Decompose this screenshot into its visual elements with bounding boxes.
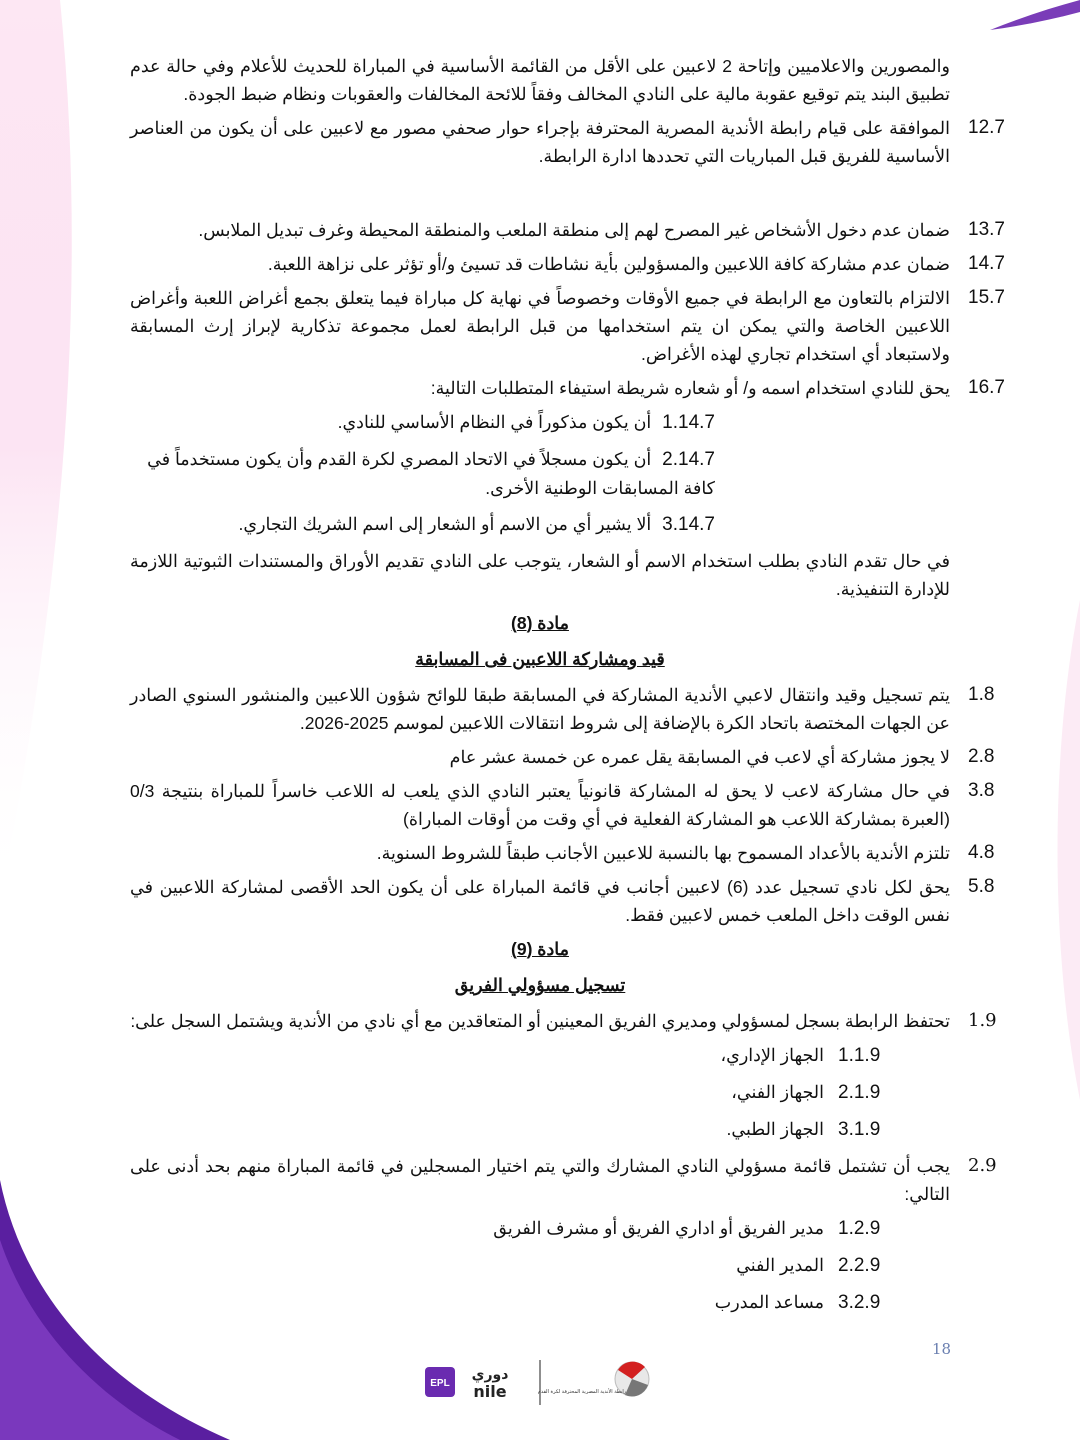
association-logo bbox=[538, 1362, 649, 1397]
subclause-text: أن يكون مذكوراً في النظام الأساسي للنادي. bbox=[337, 412, 652, 432]
clause bbox=[130, 873, 995, 929]
clause-number: 16.7 bbox=[968, 377, 1005, 398]
clause-number: 4.8 bbox=[968, 842, 995, 863]
clause-number: 15.7 bbox=[968, 287, 1005, 308]
clause-number: 3.8 bbox=[968, 780, 995, 801]
clause-text: يتم تسجيل وقيد وانتقال لاعبي الأندية المشاركة في المسابقة طبقا للوائح شؤون اللاعبين والمنشور السنوي الصادر عن الجهات المختصة باتحاد الكرة بالإضافة إلى شروط انتقالات اللاعبين لموسم 2025-2026. bbox=[130, 685, 950, 733]
subclause bbox=[130, 1288, 884, 1317]
subclause-3-14-7 bbox=[130, 510, 950, 539]
clause-number: 2.8 bbox=[968, 746, 995, 767]
clause bbox=[130, 839, 995, 867]
clause-text: مدير الفريق أو اداري الفريق أو مشرف الفريق bbox=[493, 1218, 824, 1238]
subclause bbox=[130, 1214, 884, 1243]
league-badge: EPL bbox=[430, 1378, 450, 1389]
clause-text: في حال مشاركة لاعب لا يحق له المشاركة قانونياً يعتبر النادي الذي يلعب له اللاعب خاسراً للمباراة بنتيجة 0/3 (العبرة بمشاركة اللاعب هو المشاركة الفعلية في أي وقت من أوقات المباراة) bbox=[130, 781, 950, 829]
clause-16-7 bbox=[130, 374, 1005, 402]
clause-number: 2.1.9 bbox=[838, 1082, 881, 1103]
clause-text: يجب أن تشتمل قائمة مسؤولي النادي المشارك والتي يتم اختيار المسجلين في قائمة المباراة منهم بحد أدنى على التالي: bbox=[130, 1156, 950, 1204]
clause-15-7 bbox=[130, 284, 1005, 368]
clause-number: 2.9 bbox=[968, 1155, 997, 1176]
page-number: 18 bbox=[932, 1340, 952, 1358]
clause-text: يحق لكل نادي تسجيل عدد (6) لاعبين أجانب في قائمة المباراة على أن يكون الحد الأقصى لمشاركة اللاعبين في نفس الوقت داخل الملعب خمس لاعبين فقط. bbox=[130, 877, 950, 925]
clause-number: 2.2.9 bbox=[838, 1255, 881, 1276]
clause bbox=[130, 681, 995, 737]
clause-text: ضمان عدم دخول الأشخاص غير المصرح لهم إلى منطقة الملعب والمنطقة المحيطة وغرف تبديل الملابس. bbox=[198, 220, 950, 240]
subclause-number: 2.14.7 bbox=[662, 449, 715, 470]
clause-text: الموافقة على قيام رابطة الأندية المصرية المحترفة بإجراء حوار صحفي مصور مع لاعبين على أن يكون من العناصر الأساسية للفريق قبل المباريات التي تحددها ادارة الرابطة. bbox=[130, 118, 950, 166]
clause-text: الجهاز الإداري، bbox=[720, 1045, 824, 1065]
background-shape-left-pink bbox=[0, 0, 120, 1440]
article-8-title: مادة (8) bbox=[511, 613, 569, 633]
subclause-text: ألا يشير أي من الاسم أو الشعار إلى اسم الشريك التجاري. bbox=[238, 514, 652, 534]
article-9-title: مادة (9) bbox=[511, 939, 569, 959]
clause-number: 1.2.9 bbox=[838, 1218, 881, 1239]
subclause-number: 3.14.7 bbox=[662, 514, 715, 535]
closing-paragraph: في حال تقدم النادي بطلب استخدام الاسم أو الشعار، يتوجب على النادي تقديم الأوراق والمستندات الثبوتية اللازمة للإدارة التنفيذية. bbox=[130, 551, 950, 599]
clause-text: تحتفظ الرابطة بسجل لمسؤولي ومديري الفريق المعينين أو المتعاقدين مع أي نادي من الأندية ويشتمل السجل على: bbox=[130, 1011, 950, 1031]
clause-number: 12.7 bbox=[968, 117, 1005, 138]
subclause bbox=[130, 1115, 884, 1144]
clause-2-9 bbox=[130, 1152, 997, 1208]
subclause bbox=[130, 1041, 884, 1070]
article-9-subtitle: تسجيل مسؤولي الفريق bbox=[454, 975, 626, 995]
league-logo-ar: دوري bbox=[471, 1367, 509, 1383]
clause-number: 1.9 bbox=[968, 1010, 997, 1031]
subclause bbox=[130, 1078, 884, 1107]
clause-number: 14.7 bbox=[968, 253, 1005, 274]
clause-14-7 bbox=[130, 250, 1005, 278]
clause-text: ضمان عدم مشاركة كافة اللاعبين والمسؤولين بأية نشاطات قد تسيئ و/أو تؤثر على نزاهة اللعبة. bbox=[267, 254, 950, 274]
clause-13-7 bbox=[130, 216, 1005, 244]
clause-number: 3.1.9 bbox=[838, 1119, 881, 1140]
paragraph-continuation: والمصورين والاعلاميين وإتاحة 2 لاعبين على الأقل من القائمة الأساسية في المباراة للحديث للأعلام وفي حالة عدم تطبيق البند يتم توقيع عقوبة مالية على النادي المخالف وفقاً للائحة المخالفات والعقوبات ونظام ضبط الجودة. bbox=[130, 56, 950, 104]
clause bbox=[130, 743, 995, 771]
clause-number: 1.8 bbox=[968, 684, 995, 705]
article-8-subtitle: قيد ومشاركة اللاعبين فى المسابقة bbox=[415, 649, 665, 669]
subclause bbox=[130, 1251, 884, 1280]
clause-text: لا يجوز مشاركة أي لاعب في المسابقة يقل عمره عن خمسة عشر عام bbox=[449, 747, 950, 767]
clause-text: الجهاز الطبي. bbox=[726, 1119, 824, 1139]
background-shape-top-right bbox=[970, 0, 1080, 40]
subclause-1-14-7 bbox=[130, 408, 950, 437]
subclause-text: أن يكون مسجلاً في الاتحاد المصري لكرة القدم وأن يكون مستخدماً في كافة المسابقات الوطنية الأخرى. bbox=[147, 449, 715, 498]
association-text: رابطة الأندية المصرية المحترفة لكرة القدم bbox=[537, 1389, 627, 1395]
footer-logos bbox=[420, 1355, 660, 1410]
background-shape-right-pink bbox=[1020, 600, 1080, 1100]
clause-number: 13.7 bbox=[968, 219, 1005, 240]
clause-text: مساعد المدرب bbox=[714, 1292, 824, 1312]
clause-number: 5.8 bbox=[968, 876, 995, 897]
subclause-number: 1.14.7 bbox=[662, 412, 715, 433]
subclause-2-14-7 bbox=[130, 445, 950, 502]
document-body bbox=[130, 52, 1005, 1325]
clause-text: الالتزام بالتعاون مع الرابطة في جميع الأوقات وخصوصاً في نهاية كل مباراة فيما يتعلق بجمع أغراض اللعبة وأغراض اللاعبين الخاصة والتي يمكن ان يتم استخدامها من قبل الرابطة لعمل مجموعة تذكارية لإبراز إرث المسابقة ولاستبعاد أي استخدام تجاري لهذه الأغراض. bbox=[130, 288, 950, 364]
clause-12-7 bbox=[130, 114, 1005, 170]
clause-number: 1.1.9 bbox=[838, 1045, 881, 1066]
league-logo-en: nile bbox=[473, 1382, 507, 1401]
clause bbox=[130, 777, 995, 833]
clause-text: يحق للنادي استخدام اسمه و/ أو شعاره شريطة استيفاء المتطلبات التالية: bbox=[430, 378, 950, 398]
clause-text: المدير الفني bbox=[736, 1255, 824, 1275]
clause-text: تلتزم الأندية بالأعداد المسموح بها بالنسبة للاعبين الأجانب طبقاً للشروط السنوية. bbox=[376, 843, 950, 863]
clause-1-9 bbox=[130, 1007, 997, 1035]
league-logo bbox=[425, 1367, 508, 1401]
clause-number: 3.2.9 bbox=[838, 1292, 881, 1313]
clause-text: الجهاز الفني، bbox=[731, 1082, 824, 1102]
